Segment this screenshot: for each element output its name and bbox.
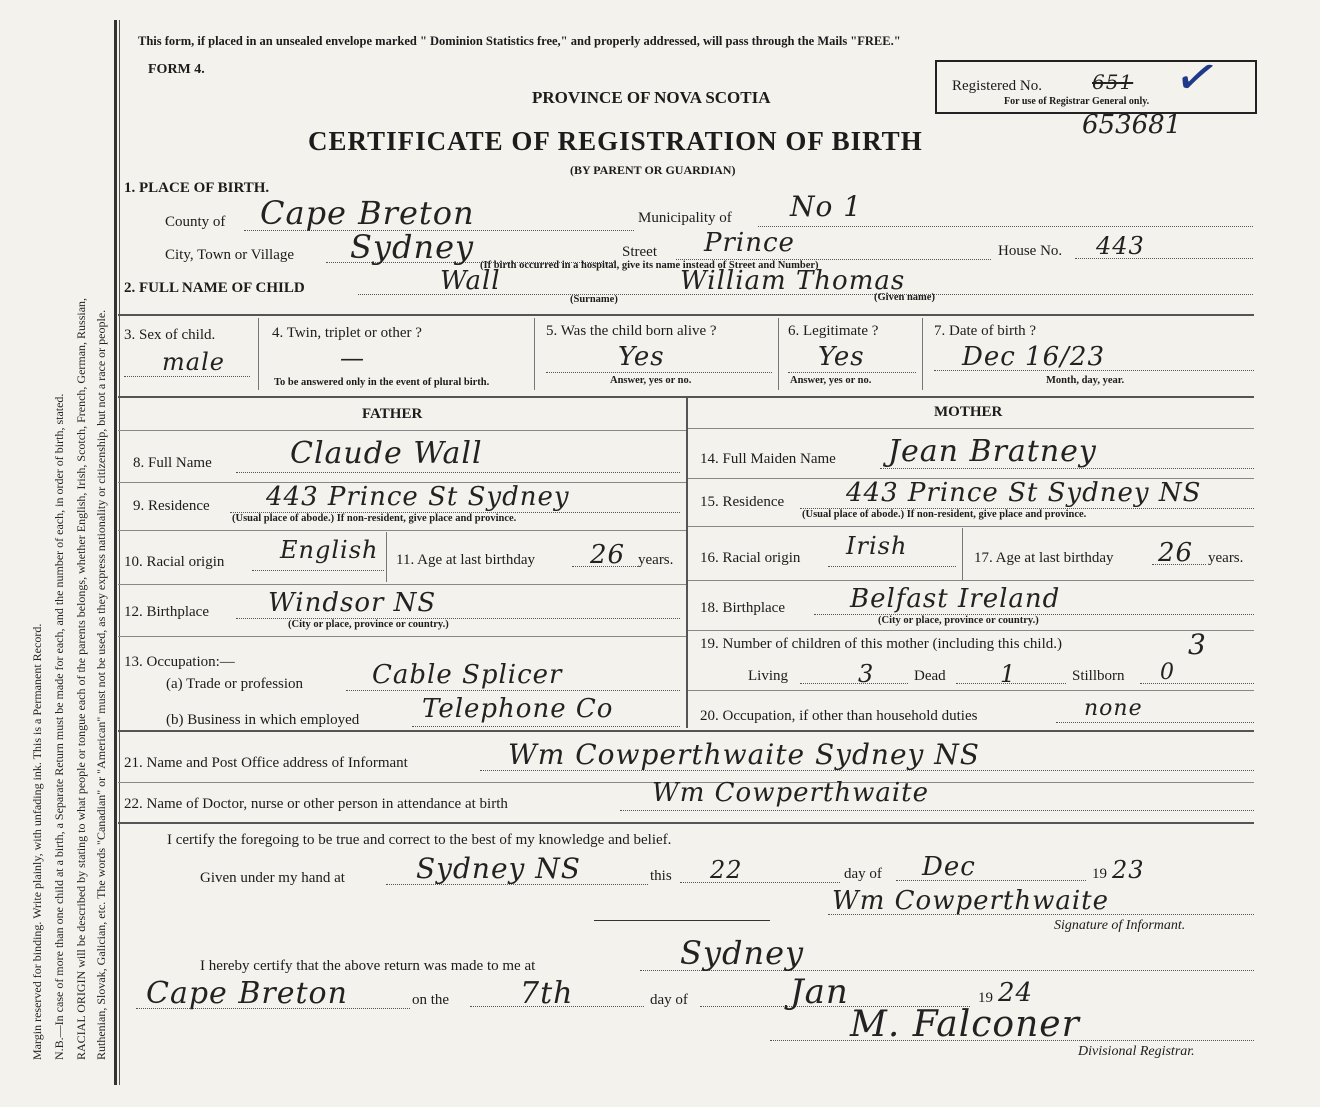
divider-certification bbox=[118, 822, 1254, 824]
year-value: 23 bbox=[1112, 856, 1145, 884]
form-number: FORM 4. bbox=[148, 62, 205, 77]
date-of-birth-label: 7. Date of birth ? bbox=[934, 323, 1037, 339]
mail-note: This form, if placed in an unsealed envelope marked " Dominion Statistics free," and properly addressed, will pass through the Mails "FREE." bbox=[138, 34, 901, 48]
mother-racial-origin-value: Irish bbox=[846, 532, 908, 560]
registrar-place-value: Sydney bbox=[680, 934, 805, 972]
certification-statement: I certify the foregoing to be true and correct to the best of my knowledge and belief. bbox=[167, 832, 672, 848]
father-age-label: 11. Age at last birthday bbox=[396, 552, 535, 568]
born-alive-label: 5. Was the child born alive ? bbox=[546, 323, 717, 339]
mother-children-label: 19. Number of children of this mother (including this child.) bbox=[700, 636, 1063, 652]
father-business-label: (b) Business in which employed bbox=[166, 712, 360, 728]
informant-value: Wm Cowperthwaite Sydney NS bbox=[508, 738, 980, 771]
given-place-value: Sydney NS bbox=[416, 852, 581, 885]
binding-margin-line-inner bbox=[119, 20, 120, 1085]
municipality-label: Municipality of bbox=[638, 210, 732, 226]
living-label: Living bbox=[748, 668, 788, 684]
doctor-label: 22. Name of Doctor, nurse or other person in attendance at birth bbox=[124, 796, 508, 812]
side-note-binding: Margin reserved for binding. Write plainly, with unfading ink. This is a Permanent Record. bbox=[30, 623, 44, 1060]
doctor-value: Wm Cowperthwaite bbox=[652, 778, 930, 808]
registrar-day-of-label: day of bbox=[650, 992, 688, 1008]
registrar-day-value: 7th bbox=[520, 976, 574, 1011]
registrar-signature: M. Falconer bbox=[850, 1004, 1080, 1045]
on-the-label: on the bbox=[412, 992, 450, 1008]
father-birthplace-note: (City or place, province or country.) bbox=[288, 619, 449, 630]
province-heading: PROVINCE OF NOVA SCOTIA bbox=[532, 88, 771, 107]
father-residence-label: 9. Residence bbox=[133, 498, 210, 514]
registrar-year-prefix: 19 bbox=[978, 990, 993, 1006]
mother-age-value: 26 bbox=[1158, 538, 1194, 568]
twin-value: — bbox=[340, 344, 365, 372]
father-trade-label: (a) Trade or profession bbox=[166, 676, 304, 692]
mother-children-value: 3 bbox=[1188, 628, 1207, 661]
father-age-value: 26 bbox=[590, 540, 626, 570]
child-given-name-value: William Thomas bbox=[680, 266, 906, 296]
date-of-birth-note: Month, day, year. bbox=[1046, 375, 1125, 386]
registrar-month-value: Jan bbox=[790, 972, 849, 1012]
date-of-birth-value: Dec 16/23 bbox=[962, 342, 1105, 372]
registered-label: Registered No. bbox=[952, 78, 1042, 94]
mother-residence-value: 443 Prince St Sydney NS bbox=[846, 478, 1202, 508]
given-under-label: Given under my hand at bbox=[200, 870, 345, 886]
registered-crossed-number: 651 bbox=[1092, 70, 1134, 94]
twin-note: To be answered only in the event of plural birth. bbox=[274, 377, 490, 388]
year-prefix: 19 bbox=[1092, 866, 1107, 882]
sex-label: 3. Sex of child. bbox=[124, 327, 216, 343]
registrar-statement: I hereby certify that the above return was made to me at bbox=[200, 958, 536, 974]
father-occupation-label: 13. Occupation:— bbox=[124, 654, 235, 670]
check-mark-icon: ✓ bbox=[1169, 44, 1225, 112]
house-number-label: House No. bbox=[998, 243, 1063, 259]
city-label: City, Town or Village bbox=[165, 247, 295, 263]
mother-birthplace-label: 18. Birthplace bbox=[700, 600, 785, 616]
informant-label: 21. Name and Post Office address of Informant bbox=[124, 755, 408, 771]
house-number-value: 443 bbox=[1096, 232, 1145, 260]
born-alive-note: Answer, yes or no. bbox=[610, 375, 692, 386]
this-label: this bbox=[650, 868, 672, 884]
place-of-birth-heading: 1. PLACE OF BIRTH. bbox=[124, 180, 270, 196]
father-racial-origin-value: English bbox=[280, 536, 379, 564]
month-value: Dec bbox=[922, 852, 976, 882]
page-subtitle: (BY PARENT OR GUARDIAN) bbox=[570, 163, 736, 177]
father-trade-value: Cable Splicer bbox=[372, 660, 563, 690]
mother-age-label: 17. Age at last birthday bbox=[974, 550, 1114, 566]
informant-signature-caption: Signature of Informant. bbox=[1054, 918, 1186, 933]
informant-signature: Wm Cowperthwaite bbox=[832, 886, 1110, 916]
legitimate-value: Yes bbox=[818, 342, 865, 372]
legitimate-note: Answer, yes or no. bbox=[790, 375, 872, 386]
registered-number: 653681 bbox=[1082, 110, 1182, 140]
twin-label: 4. Twin, triplet or other ? bbox=[272, 325, 422, 341]
father-heading: FATHER bbox=[362, 406, 423, 422]
stillborn-label: Stillborn bbox=[1072, 668, 1125, 684]
child-surname-value: Wall bbox=[440, 266, 501, 296]
parents-column-divider bbox=[686, 398, 688, 728]
mother-residence-note: (Usual place of abode.) If non-resident, give place and province. bbox=[802, 509, 1087, 520]
mother-occupation-value: none bbox=[1084, 696, 1143, 721]
mother-heading: MOTHER bbox=[934, 404, 1003, 420]
father-name-label: 8. Full Name bbox=[133, 455, 212, 471]
registrar-year-value: 24 bbox=[998, 978, 1034, 1008]
born-alive-value: Yes bbox=[618, 342, 665, 372]
father-business-value: Telephone Co bbox=[422, 694, 614, 724]
day-value: 22 bbox=[710, 856, 743, 884]
mother-birthplace-value: Belfast Ireland bbox=[850, 584, 1061, 614]
mother-residence-label: 15. Residence bbox=[700, 494, 785, 510]
registrar-general-note: For use of Registrar General only. bbox=[1004, 96, 1150, 107]
mother-racial-origin-label: 16. Racial origin bbox=[700, 550, 801, 566]
given-name-caption: (Given name) bbox=[874, 292, 935, 303]
surname-caption: (Surname) bbox=[570, 294, 618, 305]
county-value: Cape Breton bbox=[260, 194, 475, 232]
county-label: County of bbox=[165, 214, 226, 230]
street-value: Prince bbox=[704, 228, 795, 258]
dead-label: Dead bbox=[914, 668, 946, 684]
father-residence-note: (Usual place of abode.) If non-resident, give place and province. bbox=[232, 513, 517, 524]
legitimate-label: 6. Legitimate ? bbox=[788, 323, 879, 339]
living-value: 3 bbox=[858, 660, 875, 688]
day-of-label: day of bbox=[844, 866, 882, 882]
city-value: Sydney bbox=[350, 228, 475, 266]
hospital-note: (If birth occurred in a hospital, give its name instead of Street and Number) bbox=[480, 260, 819, 271]
father-name-value: Claude Wall bbox=[290, 436, 483, 471]
side-note-racial-origin-2: Ruthenian, Slovak, Galician, etc. The words "Canadian" or "American" must not be used, as they express nationality or citizenship, but not a race or people. bbox=[94, 309, 108, 1060]
child-name-label: 2. FULL NAME OF CHILD bbox=[124, 280, 305, 296]
father-birthplace-label: 12. Birthplace bbox=[124, 604, 209, 620]
sex-value: male bbox=[162, 348, 225, 376]
mother-name-label: 14. Full Maiden Name bbox=[700, 451, 836, 467]
street-label: Street bbox=[622, 244, 657, 260]
registrar-county-value: Cape Breton bbox=[146, 976, 348, 1011]
side-note-racial-origin-1: RACIAL ORIGIN will be described by stating to what people or tongue each of the parents belongs, whether English, Irish, Scotch, French, German, Russian, bbox=[74, 297, 88, 1060]
binding-margin-line bbox=[114, 20, 117, 1085]
divider-top bbox=[118, 314, 1254, 316]
mother-age-unit: years. bbox=[1208, 550, 1244, 566]
page-title: CERTIFICATE OF REGISTRATION OF BIRTH bbox=[308, 126, 923, 156]
dead-value: 1 bbox=[1000, 660, 1017, 688]
mother-occupation-label: 20. Occupation, if other than household duties bbox=[700, 708, 978, 724]
stillborn-value: 0 bbox=[1160, 660, 1175, 685]
father-birthplace-value: Windsor NS bbox=[268, 588, 437, 618]
father-age-unit: years. bbox=[638, 552, 674, 568]
side-note-multiple-births: N.B.—In case of more than one child at a birth, a Separate Return must be made for each, and the number of each, in order of birth, stated. bbox=[52, 393, 66, 1060]
father-racial-origin-label: 10. Racial origin bbox=[124, 554, 225, 570]
divider-informant bbox=[118, 730, 1254, 732]
mother-name-value: Jean Bratney bbox=[888, 434, 1097, 469]
father-residence-value: 443 Prince St Sydney bbox=[266, 482, 570, 512]
registrar-caption: Divisional Registrar. bbox=[1078, 1044, 1195, 1059]
mother-birthplace-note: (City or place, province or country.) bbox=[878, 615, 1039, 626]
municipality-value: No 1 bbox=[790, 190, 863, 223]
